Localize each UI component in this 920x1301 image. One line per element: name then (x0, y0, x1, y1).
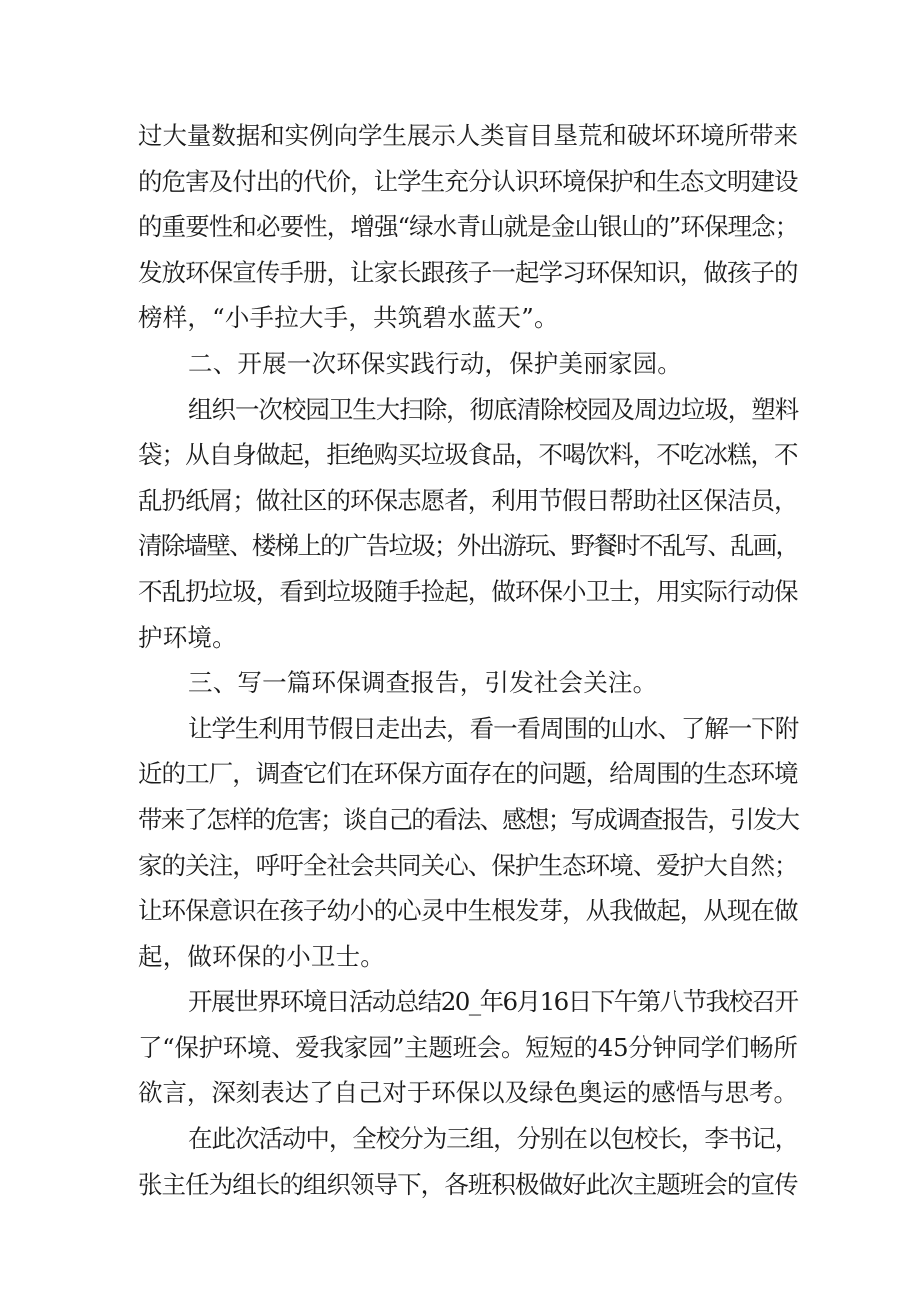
text-line: 袋；从自身做起，拒绝购买垃圾食品，不喝饮料，不吃冰糕，不 (138, 440, 798, 470)
paragraph (138, 113, 798, 341)
paragraph (138, 1116, 798, 1207)
paragraph (138, 387, 798, 661)
text-line: 欲言，深刻表达了自己对于环保以及绿色奥运的感悟与思考。 (138, 1078, 798, 1108)
text-line: 的重要性和必要性，增强“绿水青山就是金山银山的”环保理念； (138, 212, 799, 242)
text-line: 二、开展一次环保实践行动，保护美丽家园。 (188, 348, 682, 378)
text-line: 不乱扔垃圾，看到垃圾随手捡起，做环保小卫士，用实际行动保 (138, 576, 798, 606)
text-line: 开展世界环境日活动总结20_年6月16日下午第八节我校召开 (188, 987, 798, 1017)
text-line: 乱扔纸屑；做社区的环保志愿者，利用节假日帮助社区保洁员， (138, 485, 798, 515)
paragraph (138, 706, 798, 980)
text-line: 过大量数据和实例向学生展示人类盲目垦荒和破坏环境所带来 (138, 121, 798, 150)
text-line: 了“保护环境、爱我家园”主题班会。短短的45分钟同学们畅所 (138, 1032, 798, 1062)
section-heading (138, 341, 798, 387)
text-line: 让环保意识在孩子幼小的心灵中生根发芽，从我做起，从现在做 (138, 896, 798, 926)
text-line: 在此次活动中，全校分为三组，分别在以包校长，李书记， (188, 1124, 799, 1154)
text-line: 组织一次校园卫生大扫除，彻底清除校园及周边垃圾，塑料 (188, 394, 799, 424)
paragraph (138, 979, 798, 1116)
text-line: 让学生利用节假日走出去，看一看周围的山水、了解一下附 (188, 713, 799, 743)
text-line: 护环境。 (138, 622, 237, 652)
document-body (138, 113, 798, 1207)
text-line: 三、写一篇环保调查报告，引发社会关注。 (188, 668, 658, 698)
text-line: 的危害及付出的代价，让学生充分认识环境保护和生态文明建设 (138, 166, 798, 196)
text-line: 清除墙壁、楼梯上的广告垃圾；外出游玩、野餐时不乱写、乱画， (138, 531, 799, 561)
text-line: 近的工厂，调查它们在环保方面存在的问题，给周围的生态环境 (138, 759, 798, 789)
section-heading (138, 660, 798, 706)
text-line: 起，做环保的小卫士。 (138, 941, 385, 971)
text-line: 家的关注，呼吁全社会共同关心、保护生态环境、爱护大自然； (138, 850, 798, 880)
text-line: 张主任为组长的组织领导下，各班积极做好此次主题班会的宣传 (138, 1169, 798, 1199)
text-line: 带来了怎样的危害；谈自己的看法、感想；写成调查报告，引发大 (138, 804, 799, 834)
text-line: 榜样，“小手拉大手，共筑碧水蓝天”。 (138, 303, 559, 333)
text-line: 发放环保宣传手册，让家长跟孩子一起学习环保知识，做孩子的 (138, 257, 798, 287)
